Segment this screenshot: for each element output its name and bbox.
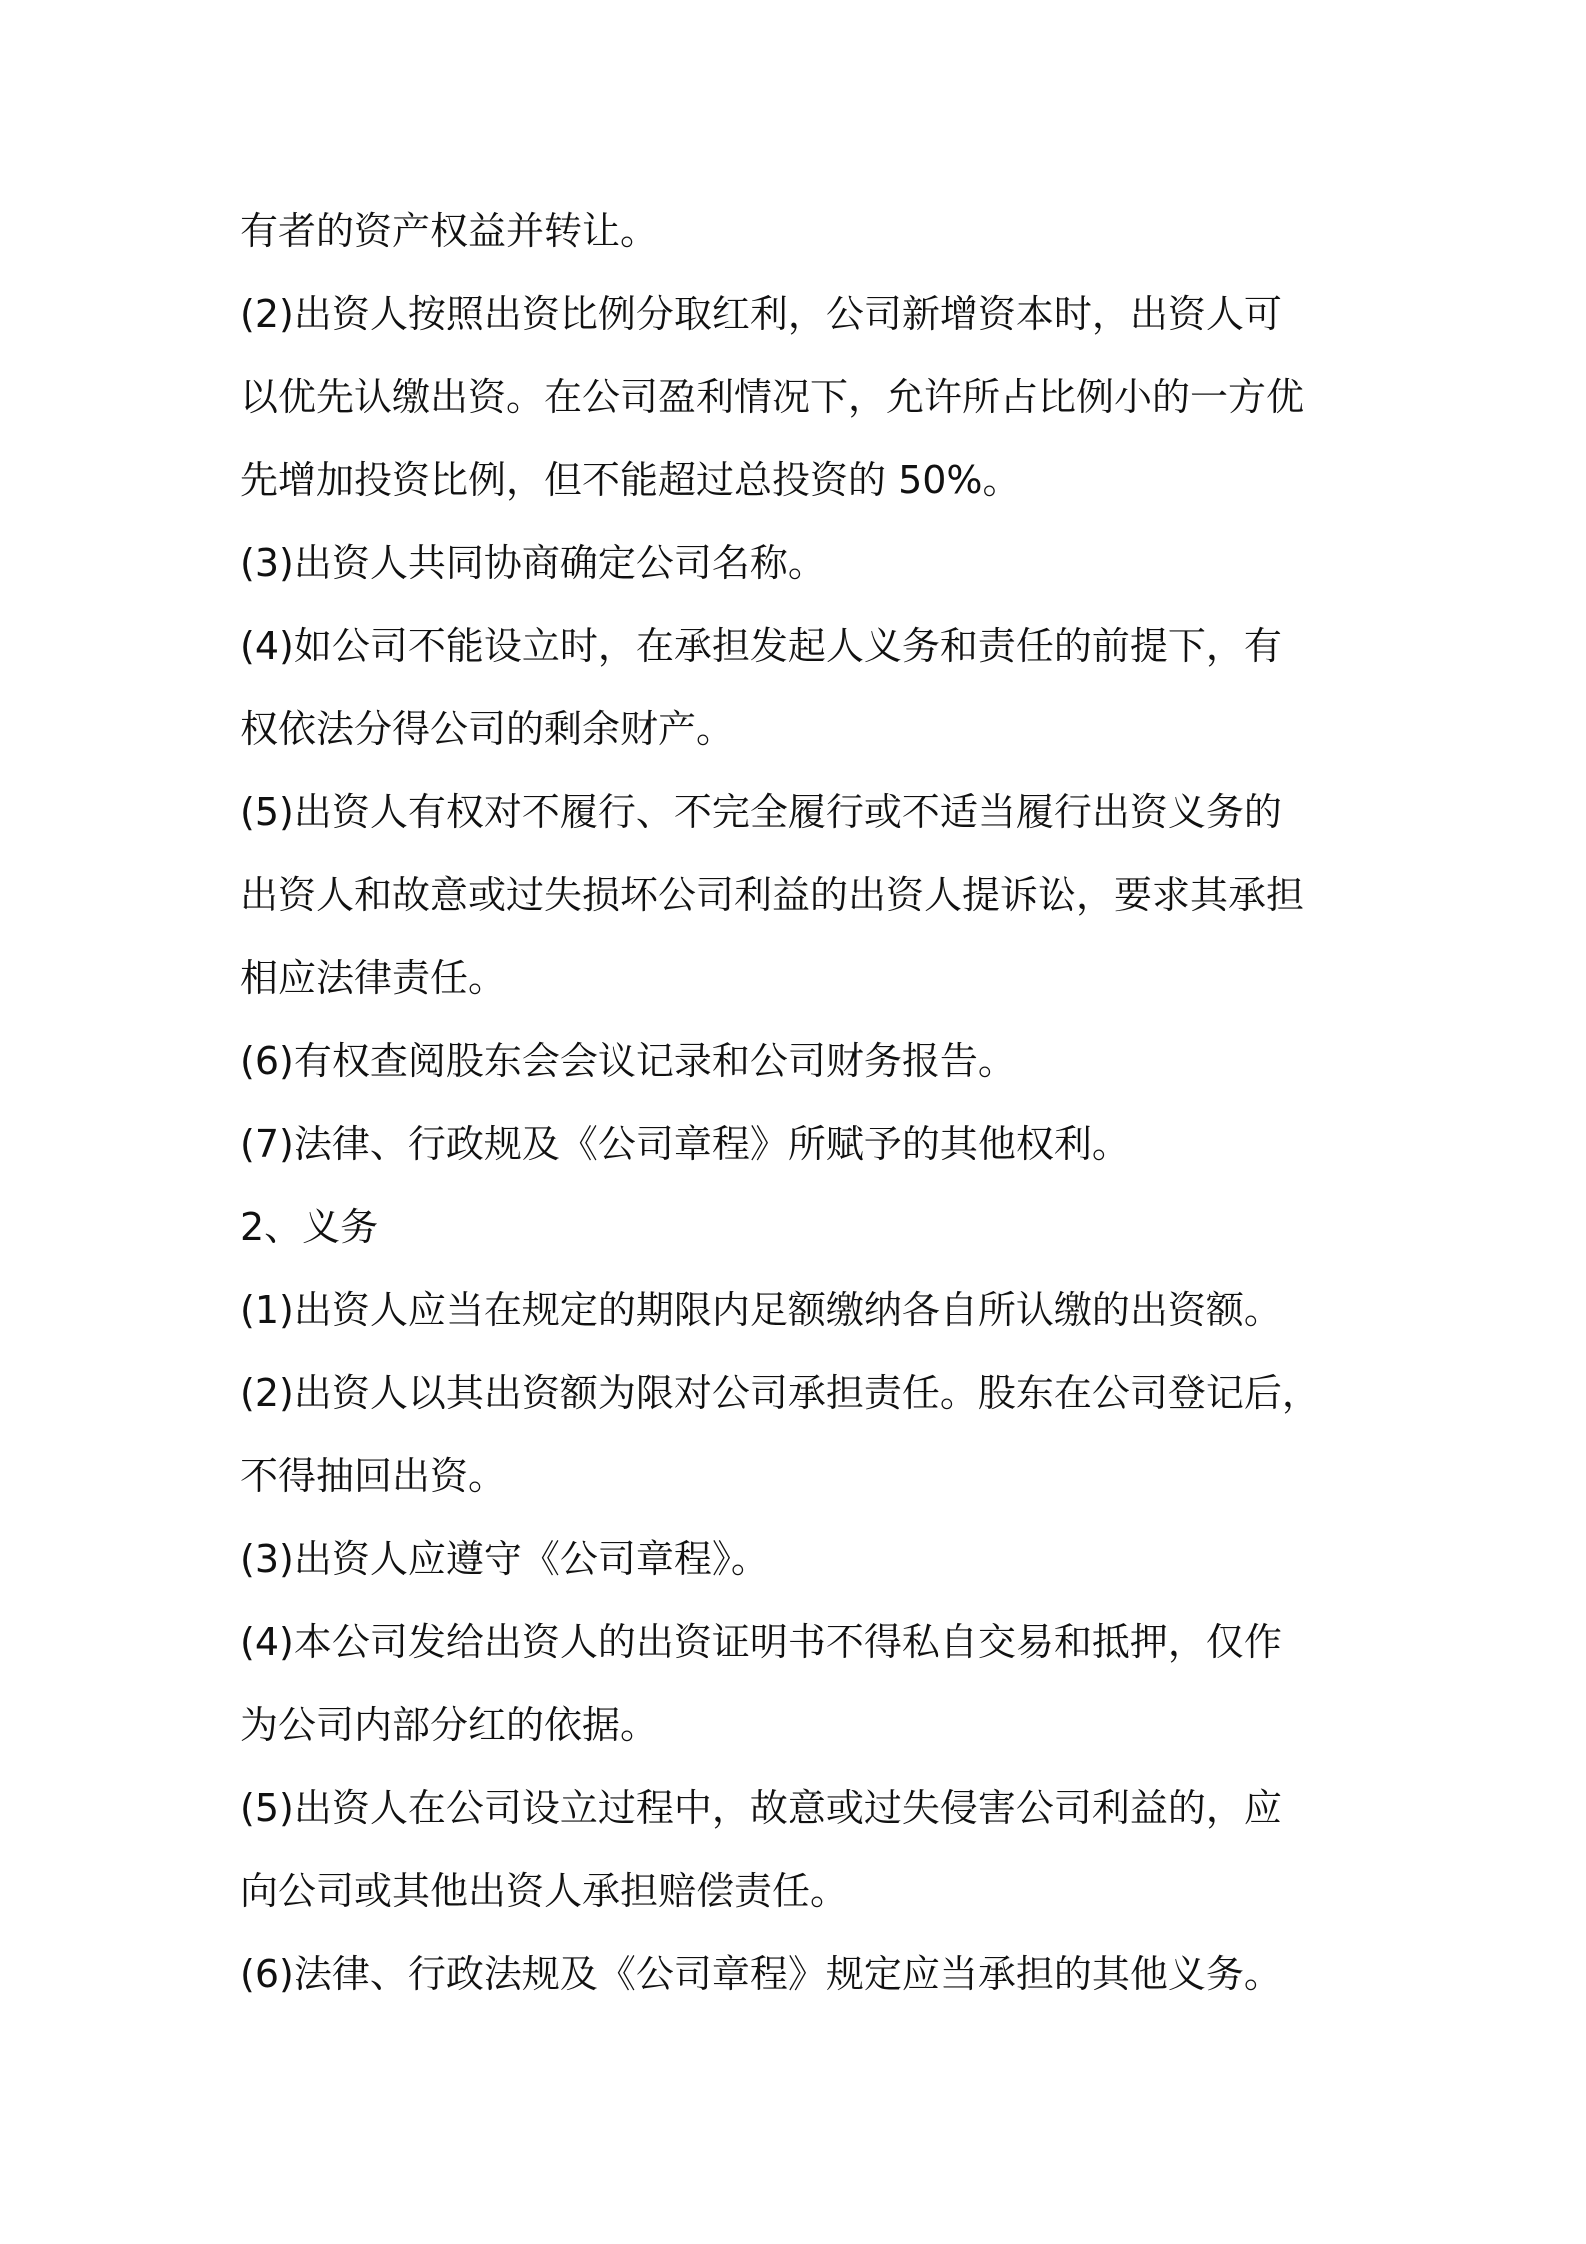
text-line: (4)如公司不能设立时，在承担发起人义务和责任的前提下，有 [240,624,1282,668]
text-line: 相应法律责任。 [240,956,507,1000]
text-line: 出资人和故意或过失损坏公司利益的出资人提诉讼，要求其承担 [240,873,1305,917]
text-line: 向公司或其他出资人承担赔偿责任。 [240,1869,849,1913]
text-line: (5)出资人有权对不履行、不完全履行或不适当履行出资义务的 [240,790,1282,834]
text-line: 有者的资产权益并转让。 [240,209,659,253]
document-body [240,190,1360,2016]
text-line: (7)法律、行政规及《公司章程》所赋予的其他权利。 [240,1122,1130,1166]
text-line: (2)出资人以其出资额为限对公司承担责任。股东在公司登记后， [240,1371,1320,1415]
text-line: 以优先认缴出资。在公司盈利情况下，允许所占比例小的一方优 [240,375,1305,419]
text-line: (3)出资人应遵守《公司章程》。 [240,1537,769,1581]
text-line: 权依法分得公司的剩余财产。 [240,707,735,751]
text-line: 为公司内部分红的依据。 [240,1703,659,1747]
section-heading-obligations: 2、义务 [240,1205,379,1249]
text-line: (5)出资人在公司设立过程中，故意或过失侵害公司利益的，应 [240,1786,1282,1830]
text-line: (2)出资人按照出资比例分取红利，公司新增资本时，出资人可 [240,292,1282,336]
text-line: (6)法律、行政法规及《公司章程》规定应当承担的其他义务。 [240,1952,1282,1996]
text-line: (6)有权查阅股东会会议记录和公司财务报告。 [240,1039,1016,1083]
text-line: 先增加投资比例，但不能超过总投资的 50%。 [240,458,1021,502]
text-line: (1)出资人应当在规定的期限内足额缴纳各自所认缴的出资额。 [240,1288,1282,1332]
text-line: (4)本公司发给出资人的出资证明书不得私自交易和抵押，仅作 [240,1620,1282,1664]
text-line: 不得抽回出资。 [240,1454,507,1498]
text-line: (3)出资人共同协商确定公司名称。 [240,541,826,585]
